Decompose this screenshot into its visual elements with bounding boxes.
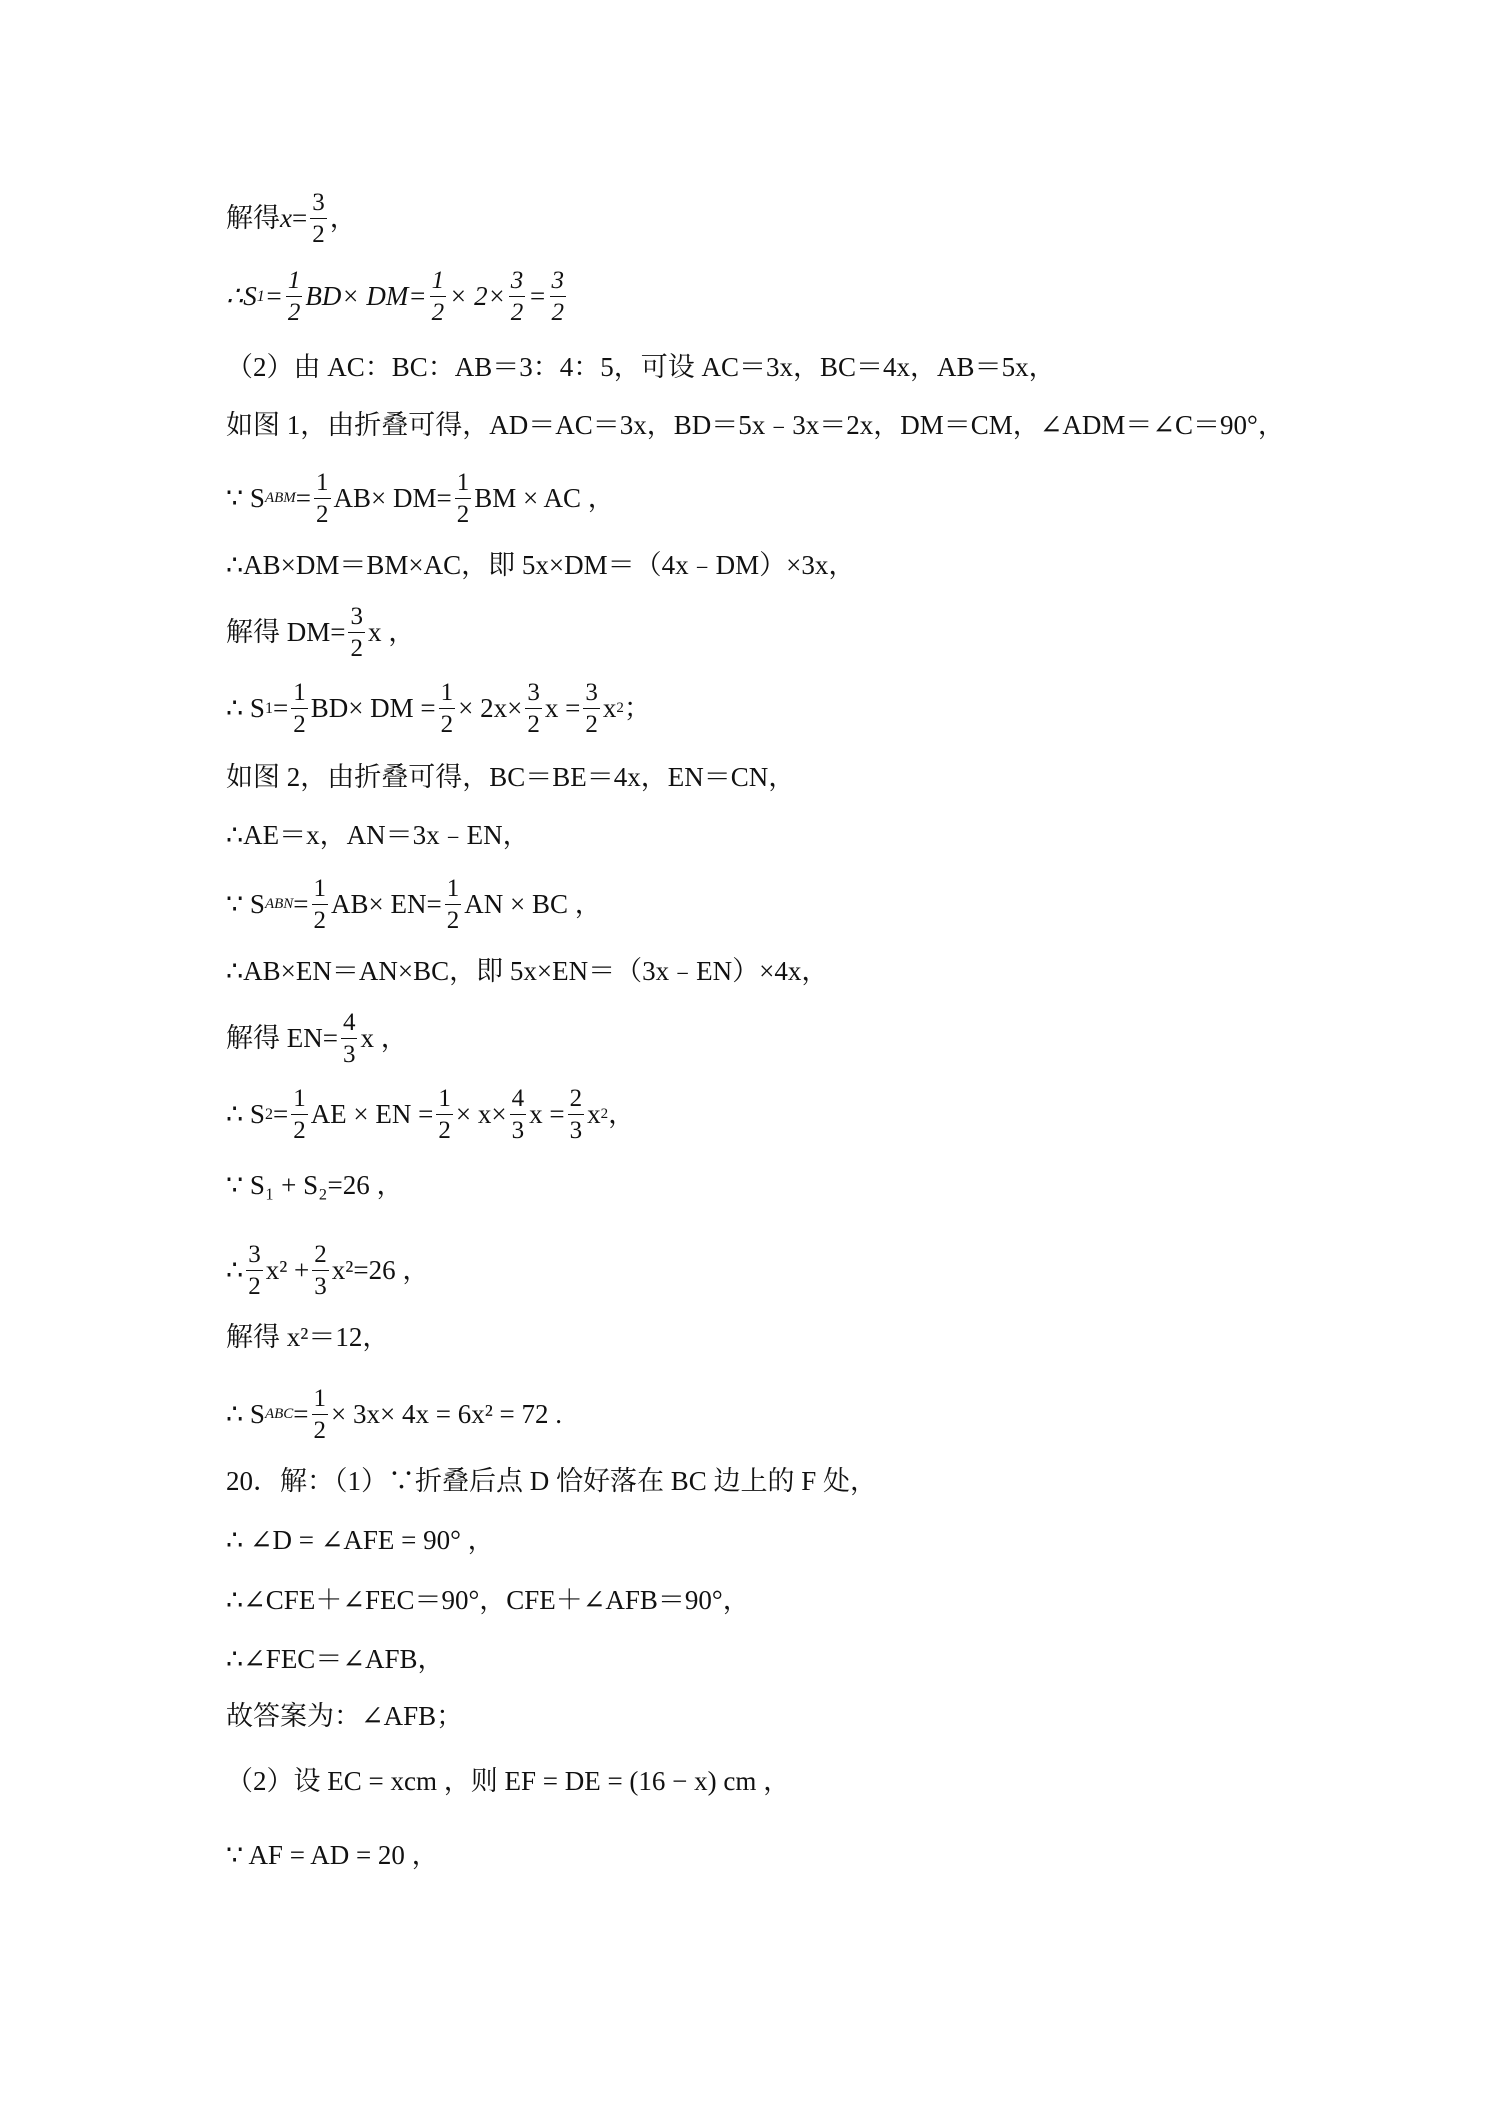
line-20: ∴ ∠D = ∠AFE = 90° ， xyxy=(226,1525,495,1555)
text: BD× DM= xyxy=(305,281,427,311)
line-13 xyxy=(226,1010,408,1067)
fraction: $\frac{3}{2}$ xyxy=(585,679,598,738)
fraction: $\frac{1}{2}$ xyxy=(440,679,454,738)
text: = xyxy=(291,203,308,233)
fraction: $\frac{2}{3}$ xyxy=(314,1241,327,1300)
fraction: $\frac{1}{2}$ xyxy=(287,267,301,326)
text: x = xyxy=(529,1099,565,1129)
text: ∵ S xyxy=(226,889,265,919)
text: x ， xyxy=(367,617,416,647)
line-18 xyxy=(226,1386,562,1443)
fraction: $\frac{3}{2}$ xyxy=(312,189,325,248)
fraction: $\frac{1}{2}$ xyxy=(293,1085,306,1144)
text: = xyxy=(264,281,283,311)
line-5 xyxy=(226,470,615,527)
line-22: ∴∠FEC＝∠AFB， xyxy=(226,1644,445,1674)
text: × 2× xyxy=(449,281,506,311)
text: 解得 EN= xyxy=(226,1023,338,1053)
line-16 xyxy=(226,1242,429,1299)
text: x = xyxy=(544,693,581,723)
fraction: $\frac{1}{2}$ xyxy=(438,1085,451,1144)
fraction: $\frac{1}{2}$ xyxy=(316,469,329,528)
line-14 xyxy=(226,1086,635,1143)
text: x²=26 ， xyxy=(331,1255,430,1285)
subscript: ABN xyxy=(264,896,294,912)
line-4: 如图 1，由折叠可得，AD＝AC＝3x，BD＝5x﹣3x＝2x，DM＝CM，∠ADM＝∠C＝90°， xyxy=(226,410,1285,440)
fraction: $\frac{1}{2}$ xyxy=(456,469,470,528)
line-19: 20．解：（1）∵折叠后点 D 恰好落在 BC 边上的 F 处， xyxy=(226,1466,878,1496)
line-3: （2）由 AC：BC：AB＝3：4：5，可设 AC＝3x，BC＝4x，AB＝5x， xyxy=(226,352,1056,382)
text: × 3x× 4x = 6x² = 72 . xyxy=(331,1399,563,1429)
line-8 xyxy=(226,680,651,737)
fraction: $\frac{2}{3}$ xyxy=(569,1085,583,1144)
fraction: $\frac{4}{3}$ xyxy=(511,1085,525,1144)
line-24: （2）设 EC = xcm ，则 EF = DE = (16 − x) cm ， xyxy=(226,1766,791,1796)
superscript: 2 xyxy=(600,1106,609,1122)
fraction: $\frac{3}{2}$ xyxy=(248,1241,261,1300)
line-11 xyxy=(226,876,602,933)
text: AE × EN = xyxy=(310,1099,434,1129)
text: ； xyxy=(623,693,651,723)
text: = xyxy=(295,483,312,513)
text: x² + xyxy=(265,1255,310,1285)
text: ， xyxy=(608,1099,636,1129)
line-25: ∵ AF = AD = 20 ， xyxy=(226,1840,439,1870)
line-9: 如图 2，由折叠可得，BC＝BE＝4x，EN＝CN， xyxy=(226,762,796,792)
fraction: $\frac{3}{2}$ xyxy=(350,603,363,662)
fraction: $\frac{3}{2}$ xyxy=(551,267,565,326)
text: ∴ S xyxy=(226,1099,265,1129)
text: = xyxy=(528,281,547,311)
text: x ， xyxy=(360,1023,408,1053)
text: ∴ S xyxy=(226,693,265,723)
line-17: 解得 x²＝12， xyxy=(226,1322,390,1352)
line-10: ∴AE＝x，AN＝3x﹣EN， xyxy=(226,820,530,850)
fraction: $\frac{3}{2}$ xyxy=(527,679,540,738)
text: × x× xyxy=(455,1099,507,1129)
variable: x xyxy=(280,203,292,233)
fraction: $\frac{1}{2}$ xyxy=(313,875,327,934)
subscript: 2 xyxy=(264,1105,273,1123)
superscript: 2 xyxy=(616,700,624,716)
fraction: $\frac{1}{2}$ xyxy=(431,267,445,326)
text: ∴ xyxy=(226,1255,244,1285)
subscript: ABM xyxy=(264,490,296,506)
text: AN × BC ， xyxy=(464,889,602,919)
line-7 xyxy=(226,604,415,661)
fraction: $\frac{4}{3}$ xyxy=(342,1009,356,1068)
subscript: 1 xyxy=(256,287,265,305)
line-2 xyxy=(226,268,569,325)
fraction: $\frac{3}{2}$ xyxy=(510,267,524,326)
text: 解得 DM= xyxy=(226,617,346,647)
line-12: ∴AB×EN＝AN×BC，即 5x×EN＝（3x﹣EN）×4x， xyxy=(226,956,829,986)
subscript: 1 xyxy=(264,699,273,717)
text: = xyxy=(293,1399,309,1429)
text: ∴ xyxy=(226,281,244,311)
text: = xyxy=(293,889,309,919)
line-1 xyxy=(226,190,357,247)
fraction: $\frac{1}{2}$ xyxy=(446,875,460,934)
line-6: ∴AB×DM＝BM×AC，即 5x×DM＝（4x﹣DM）×3x， xyxy=(226,550,856,580)
subscript: ABC xyxy=(264,1406,294,1422)
line-15: ∵ S₁ + S₂=26 ， xyxy=(226,1170,404,1200)
text: BM × AC ， xyxy=(474,483,615,513)
text: BD× DM = xyxy=(310,693,436,723)
text: ∴ S xyxy=(226,1399,265,1429)
text: × 2x× xyxy=(458,693,523,723)
text: AB× EN= xyxy=(331,889,442,919)
fraction: $\frac{1}{2}$ xyxy=(293,679,306,738)
text: = xyxy=(272,1099,289,1129)
line-23: 故答案为：∠AFB； xyxy=(226,1701,464,1731)
text: x xyxy=(587,1099,601,1129)
text: 解得 xyxy=(226,203,280,233)
line-21: ∴∠CFE＋∠FEC＝90°，CFE＋∠AFB＝90°， xyxy=(226,1585,750,1615)
text: ∵ S xyxy=(226,483,265,513)
fraction: $\frac{1}{2}$ xyxy=(313,1385,327,1444)
text: x xyxy=(602,693,617,723)
text: AB× DM= xyxy=(333,483,452,513)
text: = xyxy=(272,693,289,723)
text: S xyxy=(243,281,257,311)
text: ， xyxy=(329,203,357,233)
